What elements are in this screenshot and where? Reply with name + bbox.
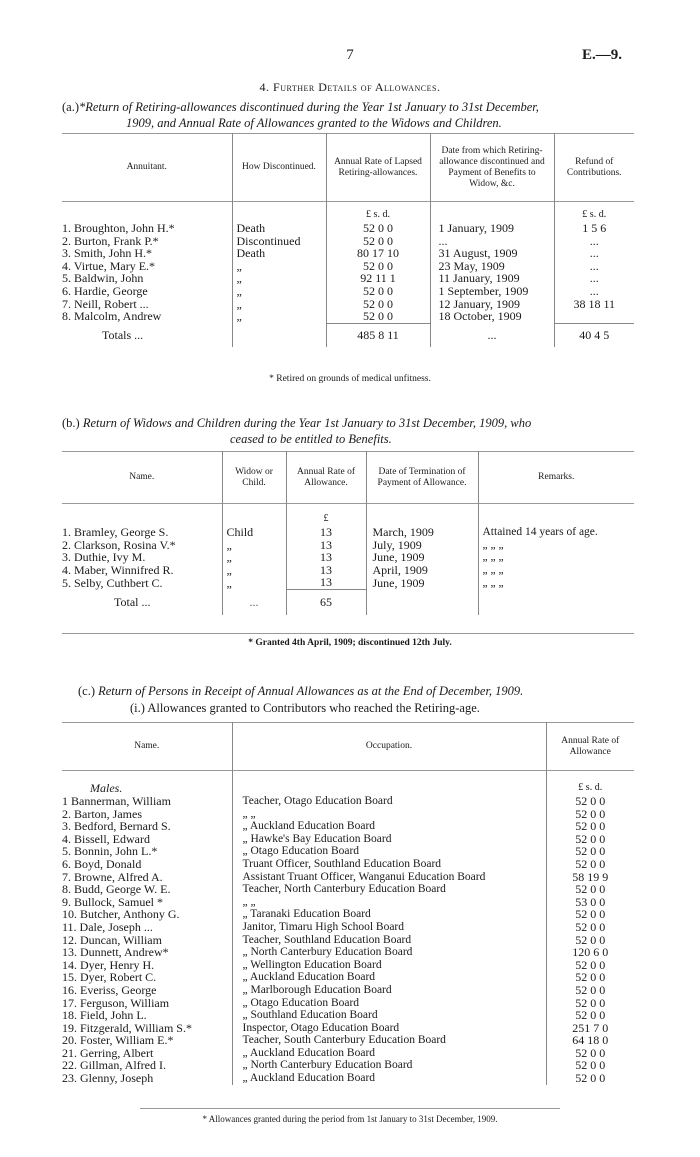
occupation: „ Auckland Education Board [232, 820, 546, 833]
contributor-name: 9. Bullock, Samuel * [62, 894, 163, 909]
contributor-name: 13. Dunnett, Andrew* [62, 945, 169, 960]
section-b-footnote: * Granted 4th April, 1909; discontinued 12th July. [248, 638, 452, 648]
table-a-row [62, 310, 634, 323]
header-annual-rate: Annual Rate of Lapsed Retiring-allowances. [326, 134, 430, 202]
table-c-row [62, 1034, 634, 1047]
table-c-row [62, 820, 634, 833]
contributor-name: 23. Glenny, Joseph [62, 1071, 154, 1086]
annuitant-name: 1. Broughton, John H.* [62, 221, 175, 235]
occupation: „ „ [232, 808, 546, 821]
refund-amount: 38 18 11 [554, 298, 634, 311]
discontinued-date: 1 January, 1909 [430, 222, 554, 235]
refund-amount: ... [554, 247, 634, 260]
annual-allowance: 52 0 0 [546, 959, 634, 972]
contributor-name: 7. Browne, Alfred A. [62, 869, 163, 884]
how-discontinued: „ [232, 298, 326, 311]
termination-date: April, 1909 [366, 564, 478, 577]
annual-allowance: 52 0 0 [546, 934, 634, 947]
widow-child-name: 3. Duthie, Ivy M. [62, 550, 146, 565]
remarks: Attained 14 years of age. [478, 526, 634, 539]
annuitant-name: 8. Malcolm, Andrew [62, 309, 162, 324]
table-a-row [62, 272, 634, 285]
annuitant-name: 6. Hardie, George [62, 283, 148, 298]
contributor-name: 17. Ferguson, William [62, 995, 170, 1010]
occupation: „ North Canterbury Education Board [232, 1059, 546, 1072]
table-c-bottom-rule [140, 1108, 560, 1109]
table-c-group-row [62, 771, 634, 796]
occupation: Teacher, Southland Education Board [232, 934, 546, 947]
contributor-name: 3. Bedford, Bernard S. [62, 819, 171, 834]
section-c-footnote: * Allowances granted during the period from 1st January to 31st December, 1909. [202, 1114, 498, 1124]
contributor-name: 22. Gillman, Alfred I. [62, 1058, 166, 1073]
contributor-name: 10. Butcher, Anthony G. [62, 907, 180, 922]
header-termination-date: Date of Termination of Payment of Allowance. [366, 452, 478, 504]
allowance-rate: 13 [286, 564, 366, 577]
annual-allowance: 251 7 0 [546, 1022, 634, 1035]
contributor-name: 4. Bissell, Edward [62, 831, 150, 846]
widow-child-name: 5. Selby, Cuthbert C. [62, 575, 163, 590]
occupation: Truant Officer, Southland Education Board [232, 858, 546, 871]
contributor-name: 2. Barton, James [62, 806, 142, 821]
discontinued-date: 31 August, 1909 [430, 247, 554, 260]
contributor-name: 8. Budd, George W. E. [62, 882, 171, 897]
table-b-row [62, 551, 634, 564]
contributor-name: 11. Dale, Joseph ... [62, 919, 153, 934]
occupation: „ Auckland Education Board [232, 1047, 546, 1060]
contributor-name: 15. Dyer, Robert C. [62, 970, 157, 985]
section-c-label: (c.) [78, 684, 95, 698]
table-c-row [62, 984, 634, 997]
table-a-row [62, 285, 634, 298]
allowance-rate: 13 [286, 526, 366, 539]
occupation: „ Southland Education Board [232, 1009, 546, 1022]
annual-allowance: 52 0 0 [546, 845, 634, 858]
termination-date: June, 1909 [366, 551, 478, 564]
section-c-sub-caption: (i.) Allowances granted to Contributors who reached the Retiring-age. [130, 701, 480, 715]
widow-or-child: „ [222, 576, 286, 589]
how-discontinued: „ [232, 260, 326, 273]
table-b-row [62, 526, 634, 539]
discontinued-date: 23 May, 1909 [430, 260, 554, 273]
section-a-label: (a.) [62, 100, 79, 114]
termination-date: March, 1909 [366, 526, 478, 539]
lapsed-rate: 52 0 0 [326, 310, 430, 323]
annual-allowance: 52 0 0 [546, 833, 634, 846]
refund-amount: ... [554, 285, 634, 298]
section-c-caption [78, 683, 648, 699]
occupation: „ Marlborough Education Board [232, 984, 546, 997]
discontinued-date: 1 September, 1909 [430, 285, 554, 298]
header-annuitant: Annuitant. [126, 162, 167, 172]
annual-allowance: 52 0 0 [546, 858, 634, 871]
contributor-name: 5. Bonnin, John L.* [62, 844, 158, 859]
header-name-c: Name. [134, 741, 160, 751]
annual-allowance: 52 0 0 [546, 1009, 634, 1022]
widow-or-child: Child [222, 526, 286, 539]
table-c-row [62, 858, 634, 871]
table-a [62, 133, 634, 347]
lapsed-rate: 52 0 0 [326, 222, 430, 235]
lapsed-rate: 52 0 0 [326, 260, 430, 273]
occupation: Teacher, Otago Education Board [232, 795, 546, 808]
section-a-footnote: * Retired on grounds of medical unfitness. [269, 374, 431, 384]
occupation: „ Otago Education Board [232, 845, 546, 858]
table-c-row [62, 946, 634, 959]
header-rate: Annual Rate of Allowance. [286, 452, 366, 504]
table-b-bottom-rule [62, 633, 634, 634]
occupation: „ Auckland Education Board [232, 1072, 546, 1085]
remarks: „ „ „ [478, 551, 634, 564]
section-heading: 4. Further Details of Allowances. [259, 80, 441, 94]
annuitant-name: 5. Baldwin, John [62, 271, 144, 286]
table-b-row [62, 539, 634, 552]
section-b-label: (b.) [62, 416, 80, 430]
table-c-header-row [62, 723, 634, 771]
remarks: „ „ „ [478, 539, 634, 552]
discontinued-date: 12 January, 1909 [430, 298, 554, 311]
occupation: Teacher, South Canterbury Education Board [232, 1034, 546, 1047]
refund-amount: ... [554, 260, 634, 273]
how-discontinued: Discontinued [232, 235, 326, 248]
widow-or-child: „ [222, 564, 286, 577]
table-b-row [62, 564, 634, 577]
table-b-grid [62, 451, 634, 615]
annual-allowance: 52 0 0 [546, 971, 634, 984]
units-lsd-refund: £ s. d. [554, 202, 634, 223]
occupation: „ Hawke's Bay Education Board [232, 833, 546, 846]
section-b-caption-line1: Return of Widows and Children during the Year 1st January to 31st December, 1909, who [82, 416, 532, 430]
table-a-units-row [62, 202, 634, 223]
annual-allowance: 52 0 0 [546, 1059, 634, 1072]
totals-rate: 485 8 11 [326, 323, 430, 347]
annual-allowance: 52 0 0 [546, 921, 634, 934]
refund-amount: ... [554, 272, 634, 285]
section-c-caption-text: Return of Persons in Receipt of Annual Allowances as at the End of December, 1909. [98, 684, 524, 698]
occupation: Janitor, Timaru High School Board [232, 921, 546, 934]
lapsed-rate: 92 11 1 [326, 272, 430, 285]
contributor-name: 19. Fitzgerald, William S.* [62, 1020, 192, 1035]
annual-allowance: 52 0 0 [546, 808, 634, 821]
units-lsd-c: £ s. d. [546, 771, 634, 796]
annual-allowance: 120 6 0 [546, 946, 634, 959]
table-a-row [62, 222, 634, 235]
contributor-name: 14. Dyer, Henry H. [62, 957, 155, 972]
annual-allowance: 52 0 0 [546, 1047, 634, 1060]
total-label: Total ... [114, 595, 151, 610]
table-b [62, 451, 634, 615]
contributor-name: 12. Duncan, William [62, 932, 162, 947]
allowance-rate: 13 [286, 576, 366, 589]
page-reference: E.—9. [581, 47, 622, 63]
header-refund: Refund of Contributions. [554, 134, 634, 202]
widow-child-name: 2. Clarkson, Rosina V.* [62, 537, 176, 552]
table-a-row [62, 260, 634, 273]
occupation: Assistant Truant Officer, Wanganui Education Board [232, 871, 546, 884]
table-c-row [62, 1009, 634, 1022]
section-a-caption-line2: 1909, and Annual Rate of Allowances granted to the Widows and Children. [126, 116, 502, 130]
discontinued-date: 18 October, 1909 [430, 310, 554, 323]
table-b-header-row [62, 452, 634, 504]
refund-amount: 1 5 6 [554, 222, 634, 235]
units-lsd: £ s. d. [326, 202, 430, 223]
annuitant-name: 4. Virtue, Mary E.* [62, 258, 156, 273]
annual-allowance: 52 0 0 [546, 883, 634, 896]
termination-date: July, 1909 [366, 539, 478, 552]
remarks: „ „ „ [478, 576, 634, 589]
occupation: Inspector, Otago Education Board [232, 1022, 546, 1035]
contributor-name: 16. Everiss, George [62, 982, 157, 997]
header-widow-child: Widow or Child. [222, 452, 286, 504]
discontinued-date: 11 January, 1909 [430, 272, 554, 285]
remarks: „ „ „ [478, 564, 634, 577]
annual-allowance: 53 0 0 [546, 896, 634, 909]
header-occupation: Occupation. [232, 723, 546, 771]
lapsed-rate: 52 0 0 [326, 235, 430, 248]
contributor-name: 21. Gerring, Albert [62, 1045, 154, 1060]
widow-child-name: 1. Bramley, George S. [62, 525, 169, 539]
how-discontinued: „ [232, 272, 326, 285]
table-b-row [62, 576, 634, 589]
annual-allowance: 64 18 0 [546, 1034, 634, 1047]
table-b-total-row: Total ... ... 65 [62, 589, 634, 615]
how-discontinued: Death [232, 247, 326, 260]
refund-amount [554, 310, 634, 323]
table-a-row [62, 298, 634, 311]
group-males: Males. [90, 781, 123, 796]
header-annual-rate-c: Annual Rate of Allowance [546, 723, 634, 771]
occupation: „ Taranaki Education Board [232, 908, 546, 921]
table-c-row [62, 921, 634, 934]
how-discontinued: „ [232, 310, 326, 323]
table-a-grid [62, 133, 634, 347]
section-b-caption-line2: ceased to be entitled to Benefits. [230, 432, 392, 446]
table-a-header-row [62, 134, 634, 202]
table-c [62, 722, 634, 1085]
annual-allowance: 52 0 0 [546, 820, 634, 833]
header-how-discontinued: How Discontinued. [232, 134, 326, 202]
contributor-name: 18. Field, John L. [62, 1008, 147, 1023]
occupation: „ „ [232, 896, 546, 909]
lapsed-rate: 52 0 0 [326, 285, 430, 298]
allowance-rate: 13 [286, 551, 366, 564]
table-c-row [62, 845, 634, 858]
table-c-row [62, 1072, 634, 1085]
lapsed-rate: 52 0 0 [326, 298, 430, 311]
table-c-row [62, 997, 634, 1010]
occupation: „ Auckland Education Board [232, 971, 546, 984]
table-b-units-row [62, 504, 634, 527]
header-remarks: Remarks. [478, 452, 634, 504]
totals-label: Totals ... [102, 327, 144, 342]
section-b-caption [62, 415, 642, 447]
header-date-discontinued: Date from which Retiring-allowance discontinued and Payment of Benefits to Widow, &c. [430, 134, 554, 202]
contributor-name: 6. Boyd, Donald [62, 856, 142, 871]
annuitant-name: 7. Neill, Robert ... [62, 296, 149, 311]
occupation: „ Otago Education Board [232, 997, 546, 1010]
annual-allowance: 52 0 0 [546, 1072, 634, 1085]
termination-date: June, 1909 [366, 576, 478, 589]
allowance-rate: 13 [286, 539, 366, 552]
table-a-totals-row [62, 323, 634, 347]
lapsed-rate: 80 17 10 [326, 247, 430, 260]
annual-allowance: 52 0 0 [546, 908, 634, 921]
page-number: 7 [346, 47, 354, 63]
totals-date: ... [430, 323, 554, 347]
widow-or-child: „ [222, 539, 286, 552]
contributor-name: 20. Foster, William E.* [62, 1033, 174, 1048]
total-rate: 65 [286, 589, 366, 615]
annuitant-name: 2. Burton, Frank P.* [62, 233, 159, 248]
occupation: „ Wellington Education Board [232, 959, 546, 972]
occupation: „ North Canterbury Education Board [232, 946, 546, 959]
how-discontinued: Death [232, 222, 326, 235]
section-a-caption [62, 99, 642, 131]
annual-allowance: 58 19 9 [546, 871, 634, 884]
annuitant-name: 3. Smith, John H.* [62, 246, 153, 261]
annual-allowance: 52 0 0 [546, 984, 634, 997]
how-discontinued: „ [232, 285, 326, 298]
widow-child-name: 4. Maber, Winnifred R. [62, 562, 174, 577]
table-a-row [62, 247, 634, 260]
discontinued-date: ... [430, 235, 554, 248]
table-c-grid [62, 722, 634, 1085]
annual-allowance: 52 0 0 [546, 997, 634, 1010]
widow-or-child: „ [222, 551, 286, 564]
contributor-name: 1 Bannerman, William [62, 794, 171, 808]
refund-amount: ... [554, 235, 634, 248]
table-c-row [62, 883, 634, 896]
header-name: Name. [129, 472, 155, 482]
annual-allowance: 52 0 0 [546, 795, 634, 808]
totals-refund: 40 4 5 [554, 323, 634, 347]
section-a-caption-line1: *Return of Retiring-allowances discontinued during the Year 1st January to 31st December, [79, 100, 539, 114]
occupation: Teacher, North Canterbury Education Board [232, 883, 546, 896]
table-c-row [62, 795, 634, 808]
units-pound: £ [286, 504, 366, 527]
